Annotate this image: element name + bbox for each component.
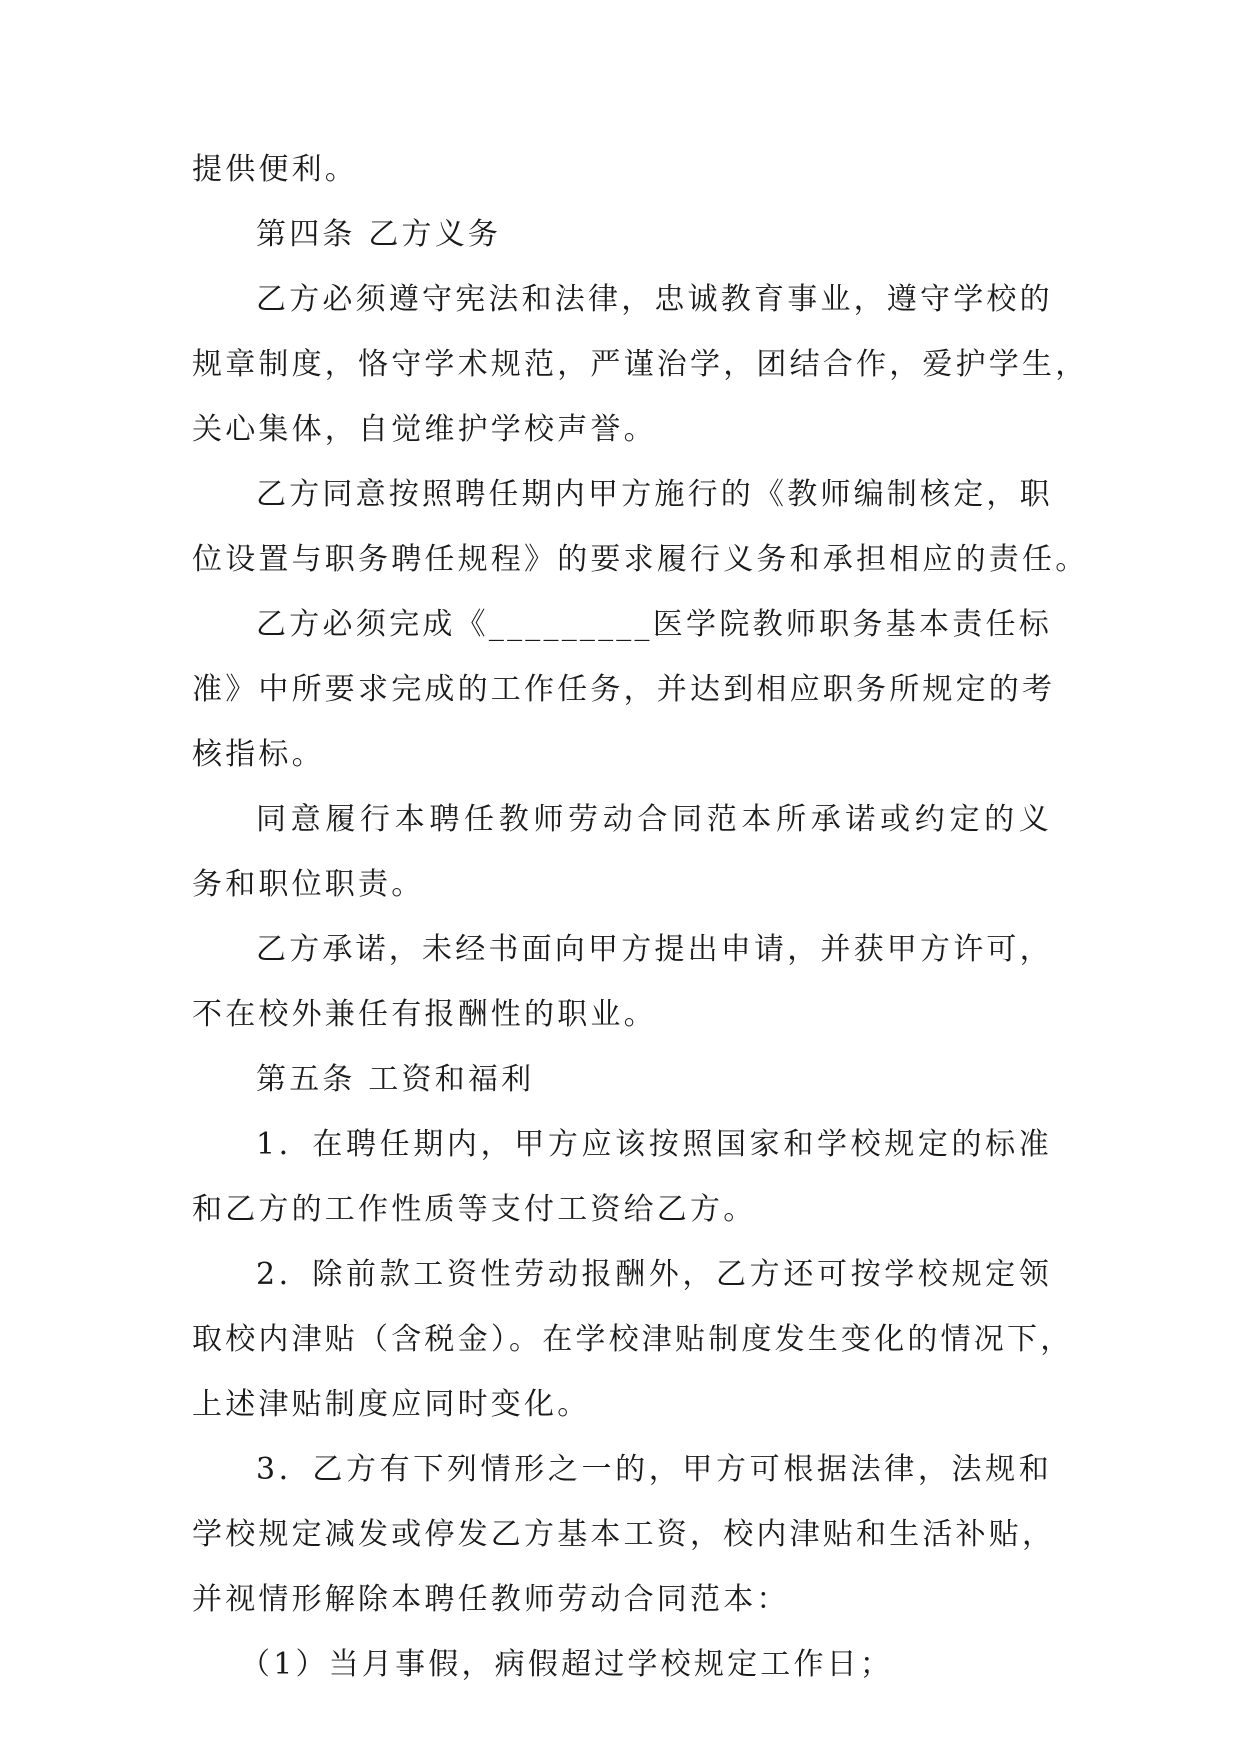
text-line: 1．在聘任期内，甲方应该按照国家和学校规定的标准 xyxy=(256,1127,1052,1162)
text-line: 核指标。 xyxy=(192,737,325,772)
text-line: 上述津贴制度应同时变化。 xyxy=(192,1387,591,1422)
list-item: （1）当月事假，病假超过学校规定工作日； xyxy=(240,1647,894,1682)
text-line: 准》中所要求完成的工作任务，并达到相应职务所规定的考 xyxy=(192,672,1056,707)
text-line: 乙方必须遵守宪法和法律，忠诚教育事业，遵守学校的 xyxy=(256,282,1053,317)
text-line: 乙方承诺，未经书面向甲方提出申请，并获甲方许可， xyxy=(256,932,1053,967)
text-line: 不在校外兼任有报酬性的职业。 xyxy=(192,997,657,1032)
text-line: 2．除前款工资性劳动报酬外，乙方还可按学校规定领 xyxy=(256,1257,1052,1292)
article-heading: 第五条 工资和福利 xyxy=(256,1062,535,1097)
text-line: 位设置与职务聘任规程》的要求履行义务和承担相应的责任。 xyxy=(192,542,1089,577)
text-line: 规章制度，恪守学术规范，严谨治学，团结合作，爱护学生， xyxy=(192,347,1089,382)
text-line: 并视情形解除本聘任教师劳动合同范本： xyxy=(192,1582,790,1617)
text-line: 和乙方的工作性质等支付工资给乙方。 xyxy=(192,1192,757,1227)
text-line: 3．乙方有下列情形之一的，甲方可根据法律，法规和 xyxy=(256,1452,1052,1487)
text-line: 乙方必须完成《_________医学院教师职务基本责任标 xyxy=(256,607,1052,642)
text-line: 关心集体，自觉维护学校声誉。 xyxy=(192,412,657,447)
text-line: 学校规定减发或停发乙方基本工资，校内津贴和生活补贴， xyxy=(192,1517,1056,1552)
text-line: 乙方同意按照聘任期内甲方施行的《教师编制核定，职 xyxy=(256,477,1053,512)
text-line: 务和职位职责。 xyxy=(192,867,425,902)
article-heading: 第四条 乙方义务 xyxy=(256,217,502,252)
text-line: 提供便利。 xyxy=(192,152,358,187)
text-line: 取校内津贴（含税金）。在学校津贴制度发生变化的情况下， xyxy=(192,1322,1074,1357)
text-line: 同意履行本聘任教师劳动合同范本所承诺或约定的义 xyxy=(256,802,1052,837)
